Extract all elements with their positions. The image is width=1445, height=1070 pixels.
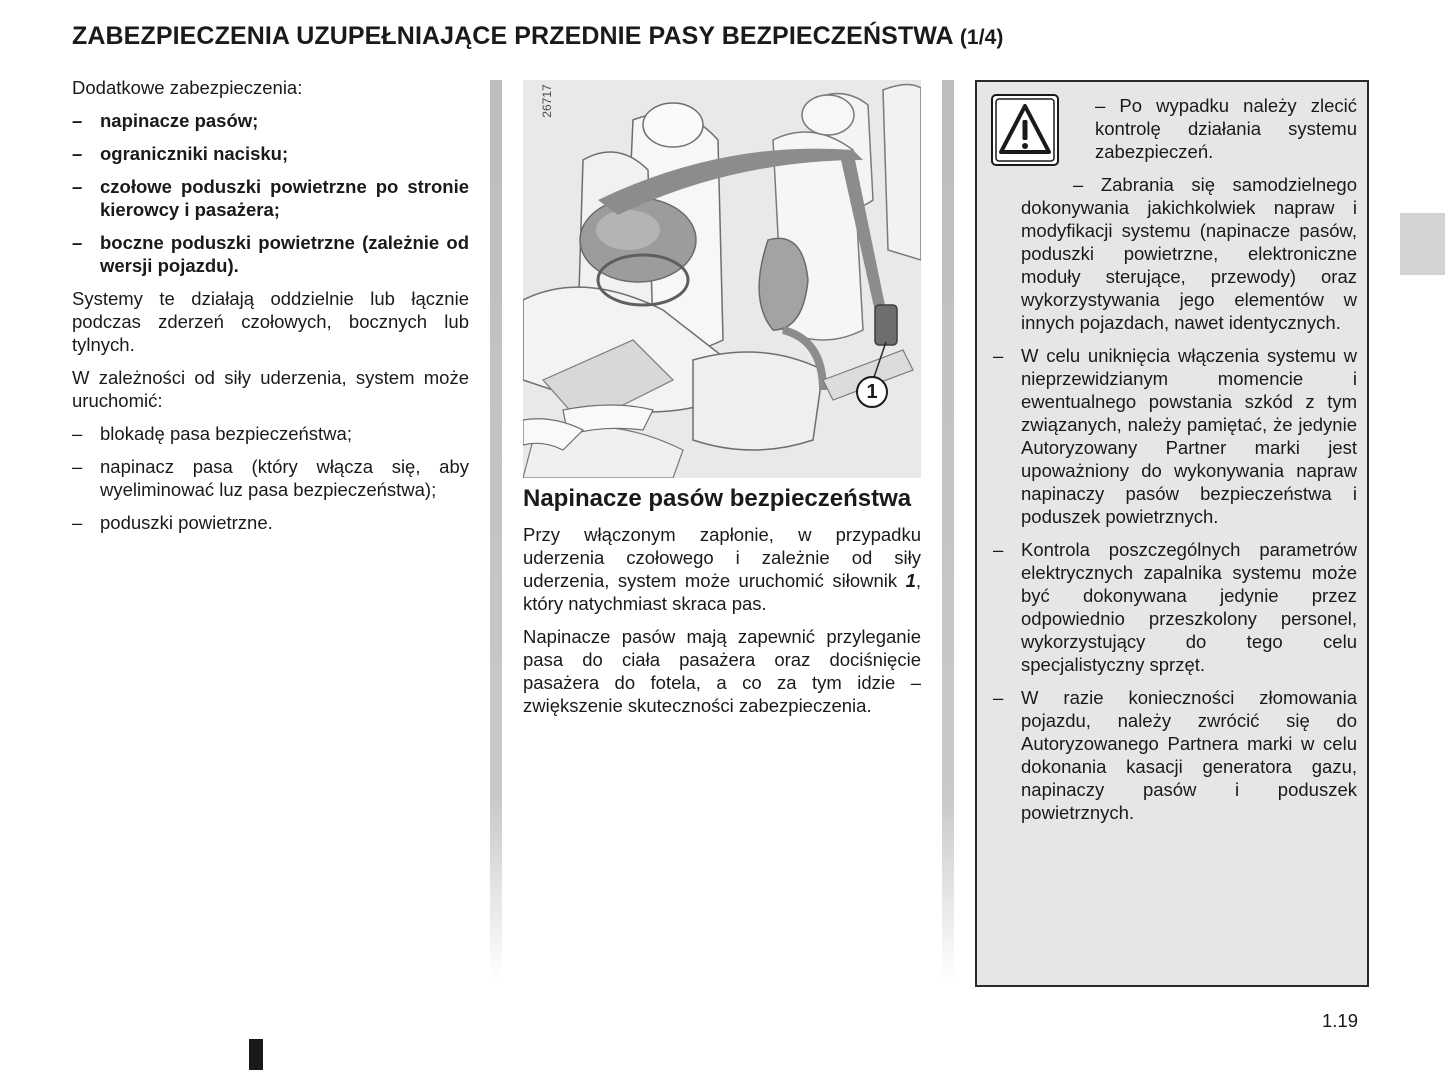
page-number: 1.19 (1322, 1010, 1359, 1031)
paragraph-part: Przy włączonym zapłonie, w przypadku uderzenia czołowego i zależnie od siły uderzenia, system może uruchomić siłownik (523, 524, 921, 591)
column-divider (490, 80, 502, 980)
warning-box (975, 80, 1369, 987)
list-item: – ograniczniki nacisku; (72, 142, 469, 165)
section-heading: Napinacze pasów bezpieczeństwa (523, 485, 912, 512)
paragraph (523, 523, 921, 615)
column-divider (942, 80, 954, 980)
warning-text (977, 94, 1371, 834)
paragraph: W zależności od siły uderzenia, system może uruchomić: (72, 367, 469, 411)
intro-text: Dodatkowe zabezpieczenia: (72, 77, 303, 98)
warning-paragraph: – Po wypadku należy zlecić kontrolę działania systemu zabezpieczeń. (1095, 95, 1357, 162)
page-title (72, 22, 1004, 51)
paragraph: Systemy te działają oddzielnie lub łącznie podczas zderzeń czołowych, bocznych lub tylnych. (72, 288, 469, 355)
callout-1: 1 (856, 376, 888, 408)
left-column (72, 76, 469, 544)
list-item: – poduszki powietrzne. (72, 511, 469, 534)
warning-item: – W razie konieczności złomowania pojazdu, należy zwrócić się do Autoryzowanego Partnera marki w celu dokonania kasacji generatora gazu, napinaczy pasów i poduszek powietrznych. (1021, 686, 1357, 824)
title-main: ZABEZPIECZENIA UZUPEŁNIAJĄCE PRZEDNIE PASY BEZPIECZEŃSTWA (72, 22, 953, 50)
section-tab (1400, 213, 1445, 275)
car-interior-drawing (523, 80, 921, 478)
paragraph: Napinacze pasów mają zapewnić przyleganie pasa do ciała pasażera oraz dociśnięcie pasażera do fotela, a co za tym idzie –zwiększenie skuteczności zabezpieczenia. (523, 626, 921, 716)
warning-item: – W celu uniknięcia włączenia systemu w nieprzewidzianym momencie i ewentualnego powstania szkód z tym związanych, należy pamiętać, że jedynie Autoryzowany Partner marki jest upoważniony do wykonywania napraw napinaczy pasów bezpieczeństwa i poduszek powietrznych. (1021, 344, 1357, 528)
image-ref-number: 26717 (540, 84, 554, 118)
list-item: – napinacze pasów; (72, 109, 469, 132)
seatbelt-illustration (523, 80, 921, 478)
list-item: – boczne poduszki powietrzne (zależnie od wersji pojazdu). (72, 231, 469, 277)
list-item: – blokadę pasa bezpieczeństwa; (72, 422, 469, 445)
ref-number: 1 (905, 570, 916, 591)
paragraph-part: , który natychmiast skraca pas. (523, 570, 921, 614)
print-mark (249, 1039, 263, 1070)
list-item: – czołowe poduszki powietrzne po stronie kierowcy i pasażera; (72, 175, 469, 221)
warning-item: – Kontrola poszczególnych parametrów elektrycznych zapalnika systemu może być dokonywana jedynie przez odpowiednio przeszkolony personel, wykorzystujący do tego celu specjalistyczny sprzęt. (1021, 538, 1357, 676)
middle-column (523, 484, 921, 727)
title-part: (1/4) (959, 26, 1004, 49)
list-item: – napinacz pasa (który włącza się, aby wyeliminować luz pasa bezpieczeństwa); (72, 455, 469, 501)
warning-paragraph: – Zabrania się samodzielnego dokonywania jakichkolwiek napraw i modyfikacji systemu (napinacze pasów, poduszki powietrzne, elektroniczne moduły sterujące, przewody) oraz wykorzystywania jego elementów w innych pojazdach, nawet identycznych. (1021, 174, 1357, 333)
